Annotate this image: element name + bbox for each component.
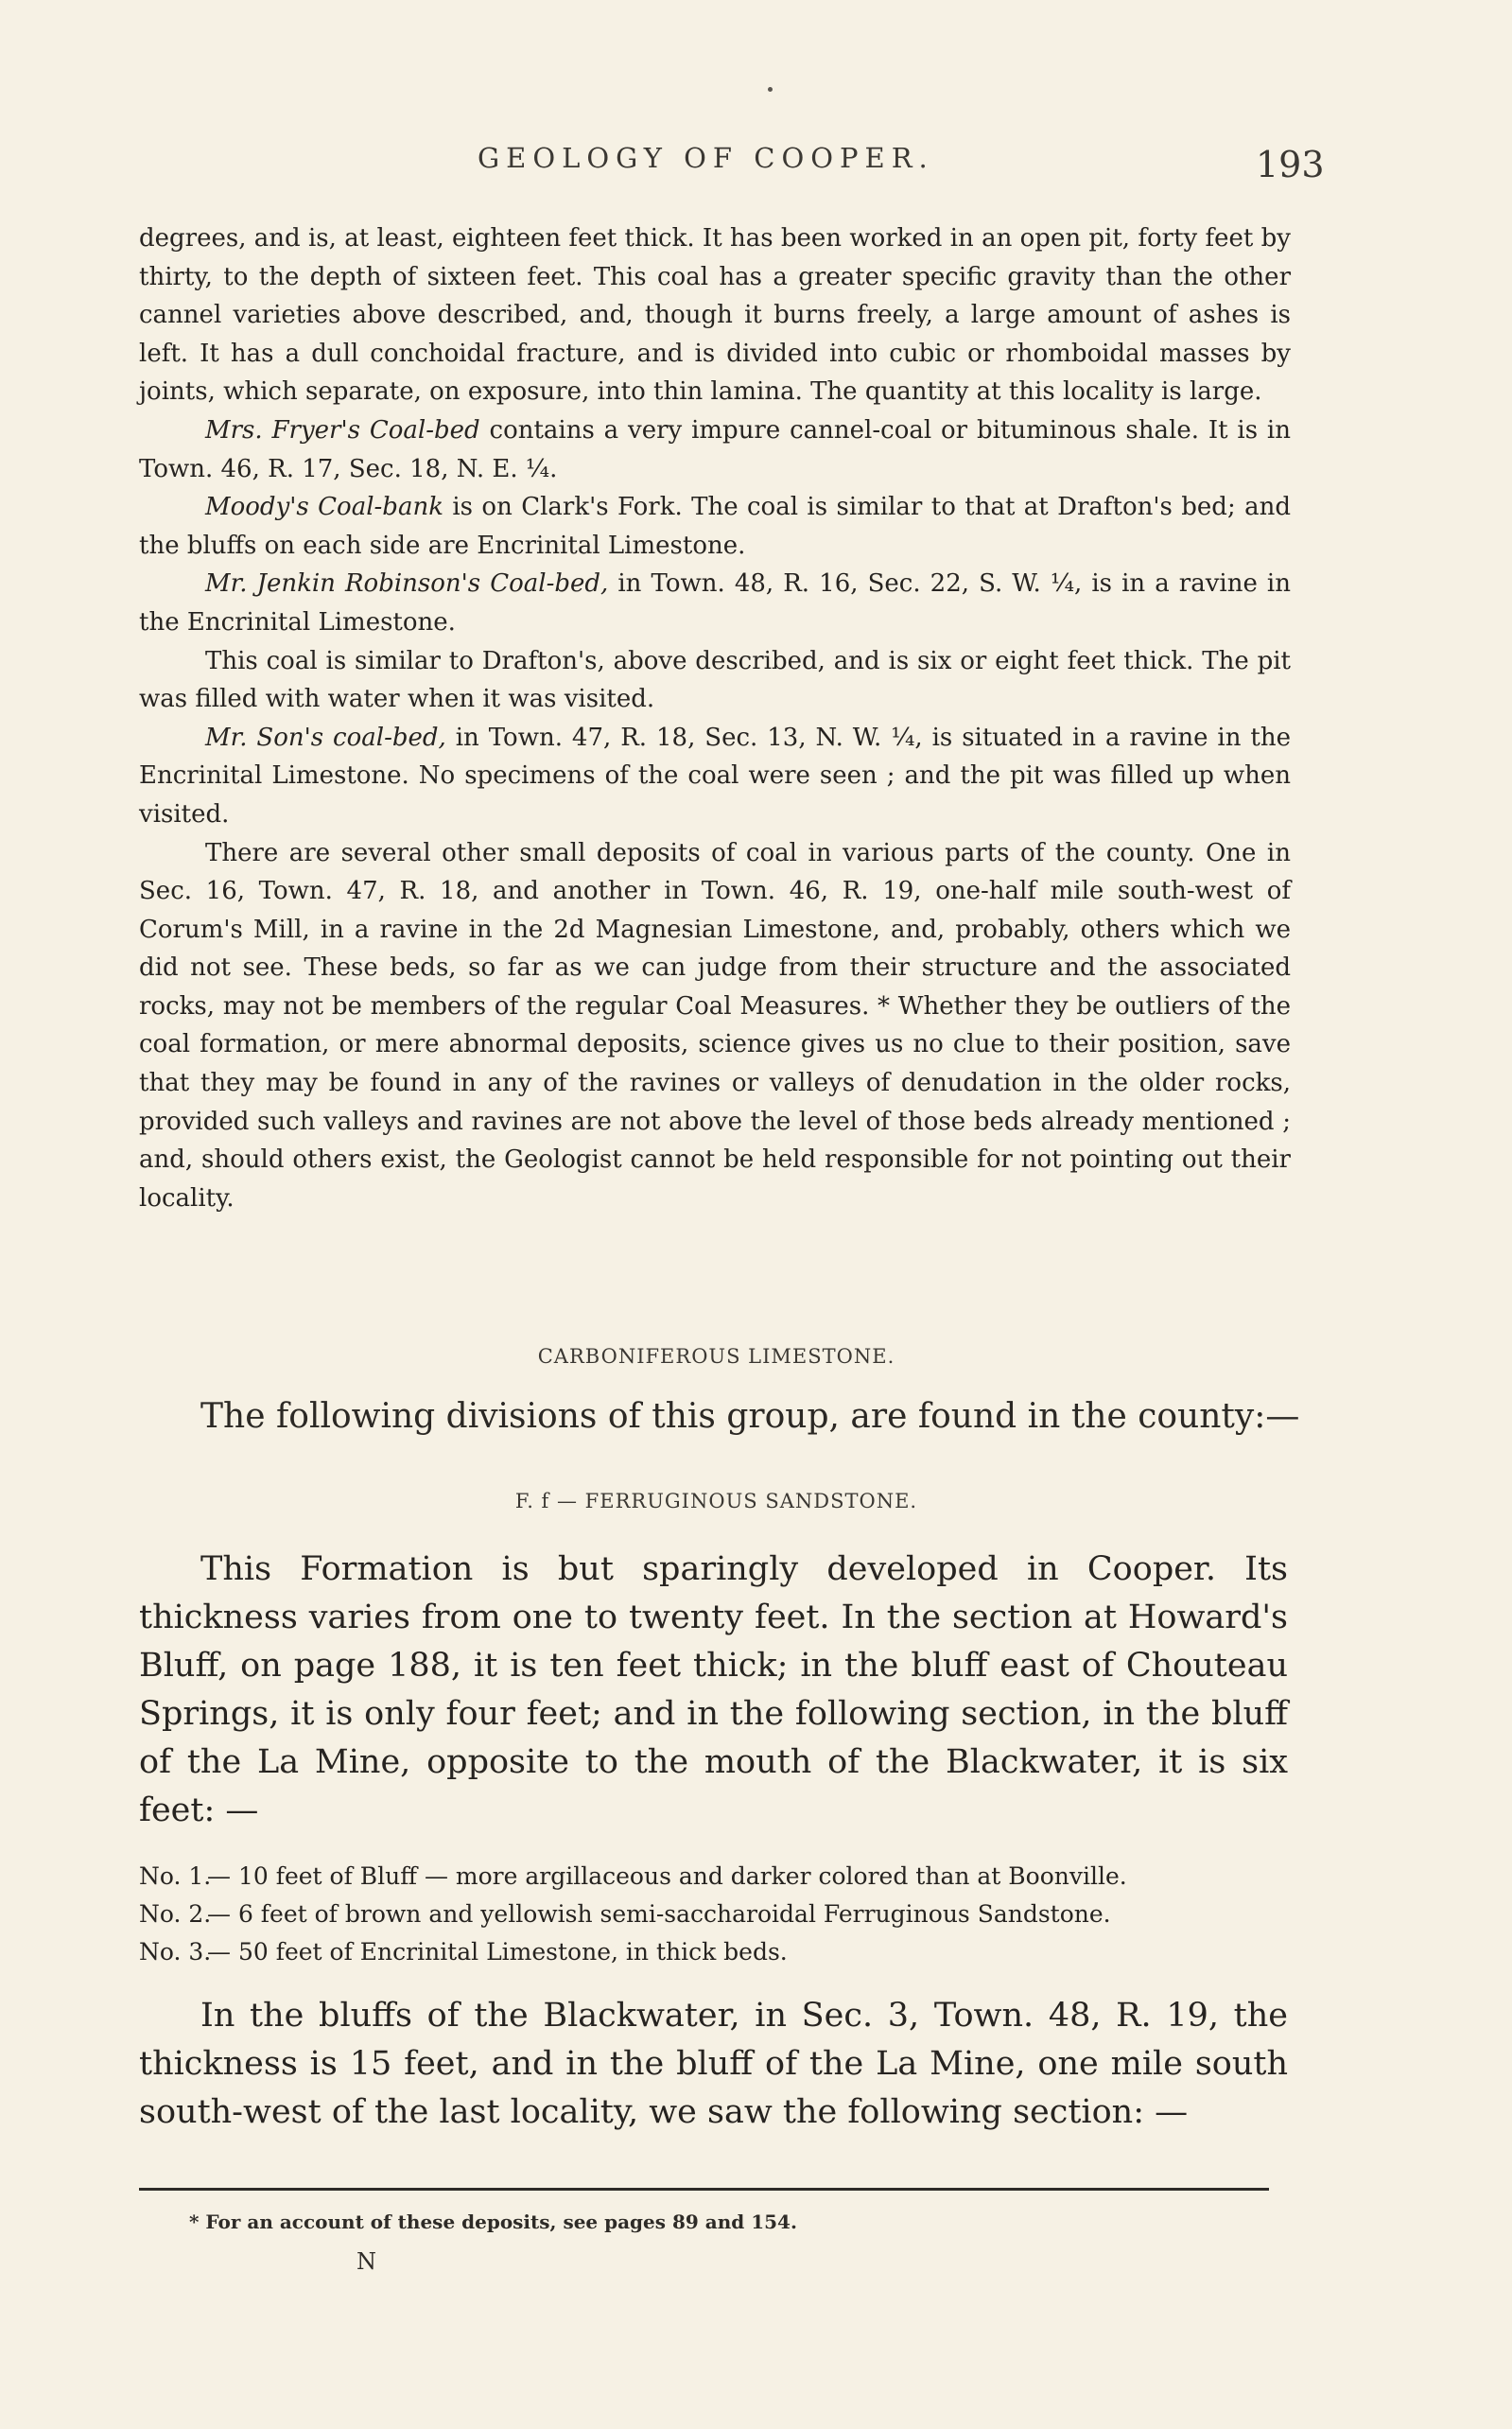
signature-mark: N [356, 2248, 376, 2275]
entry-name: Mr. Jenkin Robinson's Coal-bed, [205, 569, 609, 599]
entry-name: Moody's Coal-bank [205, 493, 443, 522]
lead-line: The following divisions of this group, are found in the county:— [200, 1397, 1300, 1436]
print-speck [768, 87, 773, 92]
paragraph-drafton-similar: This coal is similar to Drafton's, above described, and is six or eight feet thick. The pit was filled with water when it was visited. [139, 646, 1291, 714]
strata-list [139, 1858, 1293, 1971]
strata-description: — 6 feet of brown and yellowish semi-saccharoidal Ferruginous Sandstone. [207, 1900, 1111, 1928]
strata-description: — 50 feet of Encrinital Limestone, in thick beds. [207, 1938, 788, 1966]
paragraph-other-deposits: There are several other small deposits of coal in various parts of the county. One in Sec. 16, Town. 47, R. 18, and another in Town. 46, R. 19, one-half mile south-west of Corum's Mill, in a ravine in the 2d Magnesian Limestone, and, probably, others which we did not see. These beds, so far as we can judge from their structure and the associated rocks, may not be members of the regular Coal Measures. * Whether they be outliers of the coal formation, or mere abnormal deposits, science gives us no clue to their position, save that they may be found in any of the ravines or valleys of denudation in the older rocks, provided such valleys and ravines are not above the level of those beds already mentioned ; and, should others exist, the Geologist cannot be held responsible for not pointing out their locality. [139, 838, 1291, 1213]
strata-number: No. 3. [139, 1938, 212, 1966]
body-text-small [139, 219, 1291, 1217]
strata-number: No. 2. [139, 1900, 212, 1928]
footnote-divider [139, 2188, 1269, 2191]
strata-item [139, 1858, 1293, 1896]
entry-name: Mrs. Fryer's Coal-bed [205, 415, 480, 445]
entry-name: Mr. Son's coal-bed, [205, 723, 446, 752]
running-title: GEOLOGY OF COOPER. [478, 142, 934, 174]
strata-item [139, 1896, 1293, 1933]
strata-item [139, 1933, 1293, 1971]
strata-description: — 10 feet of Bluff — more argillaceous and darker colored than at Boonville. [207, 1862, 1127, 1890]
formation-paragraph: This Formation is but sparingly developed in Cooper. Its thickness varies from one to twenty feet. In the section at Howard's Bluff, on page 188, it is ten feet thick; in the bluff east of Chouteau Springs, it is only four feet; and in the following section, in the bluff of the La Mine, opposite to the mouth of the Blackwater, it is six feet: — [139, 1550, 1288, 1829]
strata-number: No. 1. [139, 1862, 212, 1890]
paragraph-robinson-coal-bed: Mr. Jenkin Robinson's Coal-bed, in Town. 48, R. 16, Sec. 22, S. W. ¼, is in a ravine in the Encrinital Limestone. [139, 569, 1291, 637]
closing-paragraph-block [139, 1992, 1288, 2137]
section-heading-carboniferous: CARBONIFEROUS LIMESTONE. [537, 1345, 895, 1368]
paragraph-cannel-coal: degrees, and is, at least, eighteen feet thick. It has been worked in an open pit, forty feet by thirty, to the depth of sixteen feet. This coal has a greater specific gravity than the other cannel varieties above described, and, though it burns freely, a large amount of ashes is left. It has a dull conchoidal fracture, and is divided into cubic or rhomboidal masses by joints, which separate, on exposure, into thin lamina. The quantity at this locality is large. [139, 224, 1291, 407]
page-number: 193 [1256, 144, 1325, 185]
paragraph-moody-coal-bank: Moody's Coal-bank is on Clark's Fork. The coal is similar to that at Drafton's bed; and the bluffs on each side are Encrinital Limestone. [139, 493, 1292, 560]
footnote: * For an account of these deposits, see pages 89 and 154. [189, 2211, 797, 2233]
paragraph-son-coal-bed: Mr. Son's coal-bed, in Town. 47, R. 18, Sec. 13, N. W. ¼, is situated in a ravine in the Encrinital Limestone. No specimens of the coal were seen ; and the pit was filled up when visited. [139, 723, 1291, 829]
formation-paragraph-block [139, 1546, 1288, 1835]
section-heading-ferruginous: F. f — FERRUGINOUS SANDSTONE. [514, 1490, 918, 1512]
closing-paragraph: In the bluffs of the Blackwater, in Sec. 3, Town. 48, R. 19, the thickness is 15 feet, and in the bluff of the La Mine, one mile south south-west of the last locality, we saw the following section: — [139, 1997, 1288, 2131]
paragraph-fryer-coal-bed: Mrs. Fryer's Coal-bed contains a very impure cannel-coal or bituminous shale. It is in Town. 46, R. 17, Sec. 18, N. E. ¼. [139, 415, 1291, 483]
